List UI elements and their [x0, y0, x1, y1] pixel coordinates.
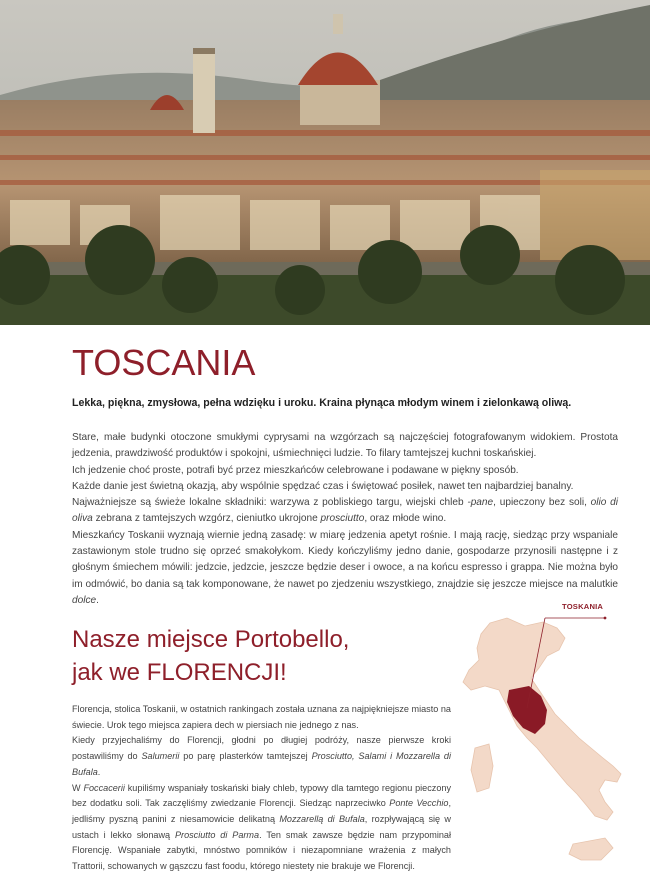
section1-p4-a: Najważniejsze są świeże lokalne składniki: warzywa z pobliskiego targu, wiejski chleb [72, 497, 468, 509]
italy-map-graphic [455, 598, 635, 880]
florence-panorama-image [0, 0, 650, 325]
section2-p2-d: Prosciutto, Salami i Mozzarella di Bufala [72, 751, 451, 777]
section2-p3-h: Prosciutto di Parma [174, 829, 260, 840]
section1-p4-e: zebrana z tamtejszych wzgórz, cieniutko ukrojone [92, 513, 321, 525]
section1-paragraph [72, 430, 618, 463]
section1-p4-g: , oraz młode wino. [364, 513, 447, 525]
section1-p4-f: prosciutto [320, 513, 365, 525]
section2-heading-line2: jak we FLORENCJI! [72, 659, 287, 686]
page-title: TOSCANIA [72, 342, 256, 383]
section1-p5-a: Mieszkańcy Toskanii wyznają wiernie jedną zasadę: w miarę jedzenia apetyt rośnie. I mają rację, siedząc przy wspaniale zastawionym stole trudno się oprzeć smakołykom. Kiedy kończyliśmy jedno danie, gospodarze przynosili następne i z głośnym śmiechem mówili: jedzcie, jedzcie, jeszcze będzie deser i owoce, a na końcu espresso i grappa. Nie można było im odmówić, bo dania są tak komponowane, że nawet po zjedzeniu wszystkiego, znajdzie się jeszcze miejsce na malutkie [72, 529, 618, 590]
section1-paragraph [72, 479, 618, 495]
hero-photo [0, 0, 650, 325]
section2-paragraph [72, 733, 451, 780]
pointer-dot [604, 617, 607, 620]
section2-p1: Florencja, stolica Toskanii, w ostatnich rankingach została uznana za najpiękniejsze miasto na świecie. Urok tego miejsca zapiera dech w piersiach nie jednego z nas. [72, 704, 451, 730]
section2-heading [72, 623, 349, 689]
section2-p3-g: , rozpływającą się w ustach i lekko słonawą [72, 813, 451, 840]
section1-p1: Stare, małe budynki otoczone smukłymi cyprysami na wzgórzach są najczęściej fotografowanym widokiem. Prostota jedzenia, prawdziwość produktów i spokojni, uśmiechnięci ludzie. To filary tamtejszej kuchni toskańskiej. [72, 432, 618, 460]
section2-p3-f: Mozzarellą di Bufala [279, 813, 365, 824]
section2-p2-b: Salumerii [141, 751, 180, 762]
section2-p3-e: , jedliśmy pyszną panini z niesamowicie delikatną [72, 798, 451, 824]
section2-p2-c: po parę plasterków tamtejszej [179, 751, 312, 762]
section1-p5-b: dolce [72, 594, 97, 606]
section1-p2: Ich jedzenie choć proste, potrafi być przez mieszkańców celebrowane i podawane w piękny sposób. [72, 464, 519, 476]
section1-body [72, 430, 618, 609]
italy-map [455, 598, 635, 880]
sardinia-shape [471, 744, 493, 792]
section1-p4-c: , upieczony bez soli, [493, 497, 591, 509]
map-label-toskania: TOSKANIA [562, 602, 604, 611]
section1-paragraph [72, 463, 618, 479]
section1-p3: Każde danie jest świetną okazją, aby wspólnie spędzać czas i świętować posiłek, nawet ten najbardziej banalny. [72, 480, 574, 492]
sicily-shape [569, 838, 613, 860]
section2-p3-d: Ponte Vecchio [389, 798, 449, 809]
section2-p3-c: kupiliśmy wspaniały toskański biały chleb, typowy dla tamtego regionu pieczony bez dodatku soli. Tak zaczęliśmy zwiedzanie Florencji. Siedząc naprzeciwko [72, 782, 451, 809]
section1-p4-b: -pane [467, 497, 494, 509]
section2-paragraph [72, 702, 451, 733]
section2-p3-b: Foccacerii [83, 782, 125, 793]
section2-paragraph [72, 781, 451, 875]
lead-text: Lekka, piękna, zmysłowa, pełna wdzięku i uroku. Kraina płynąca młodym winem i zielonkawą oliwą. [72, 397, 572, 409]
section1-p4-d: olio di oliva [72, 497, 618, 525]
section2-p3-i: . Ten smak zawsze będzie nam przypominał Florencję. Wspaniałe zabytki, mnóstwo pomników i niezapomniane wrażenia z małych Trattorii, schowanych w gąszczu fast foodu, którego niestety nie brakuje we Florencji. [72, 829, 451, 872]
section1-p5-c: . [96, 594, 99, 606]
section2-body [72, 702, 451, 875]
section2-p2-a: Kiedy przyjechaliśmy do Florencji, głodni po długiej podróży, nasze pierwsze kroki postawiliśmy do [72, 735, 451, 762]
section2-heading-line1: Nasze miejsce Portobello, [72, 626, 350, 653]
section1-paragraph [72, 495, 618, 528]
section2-p2-e: . [97, 766, 101, 777]
section2-p3-a: W [72, 782, 84, 793]
